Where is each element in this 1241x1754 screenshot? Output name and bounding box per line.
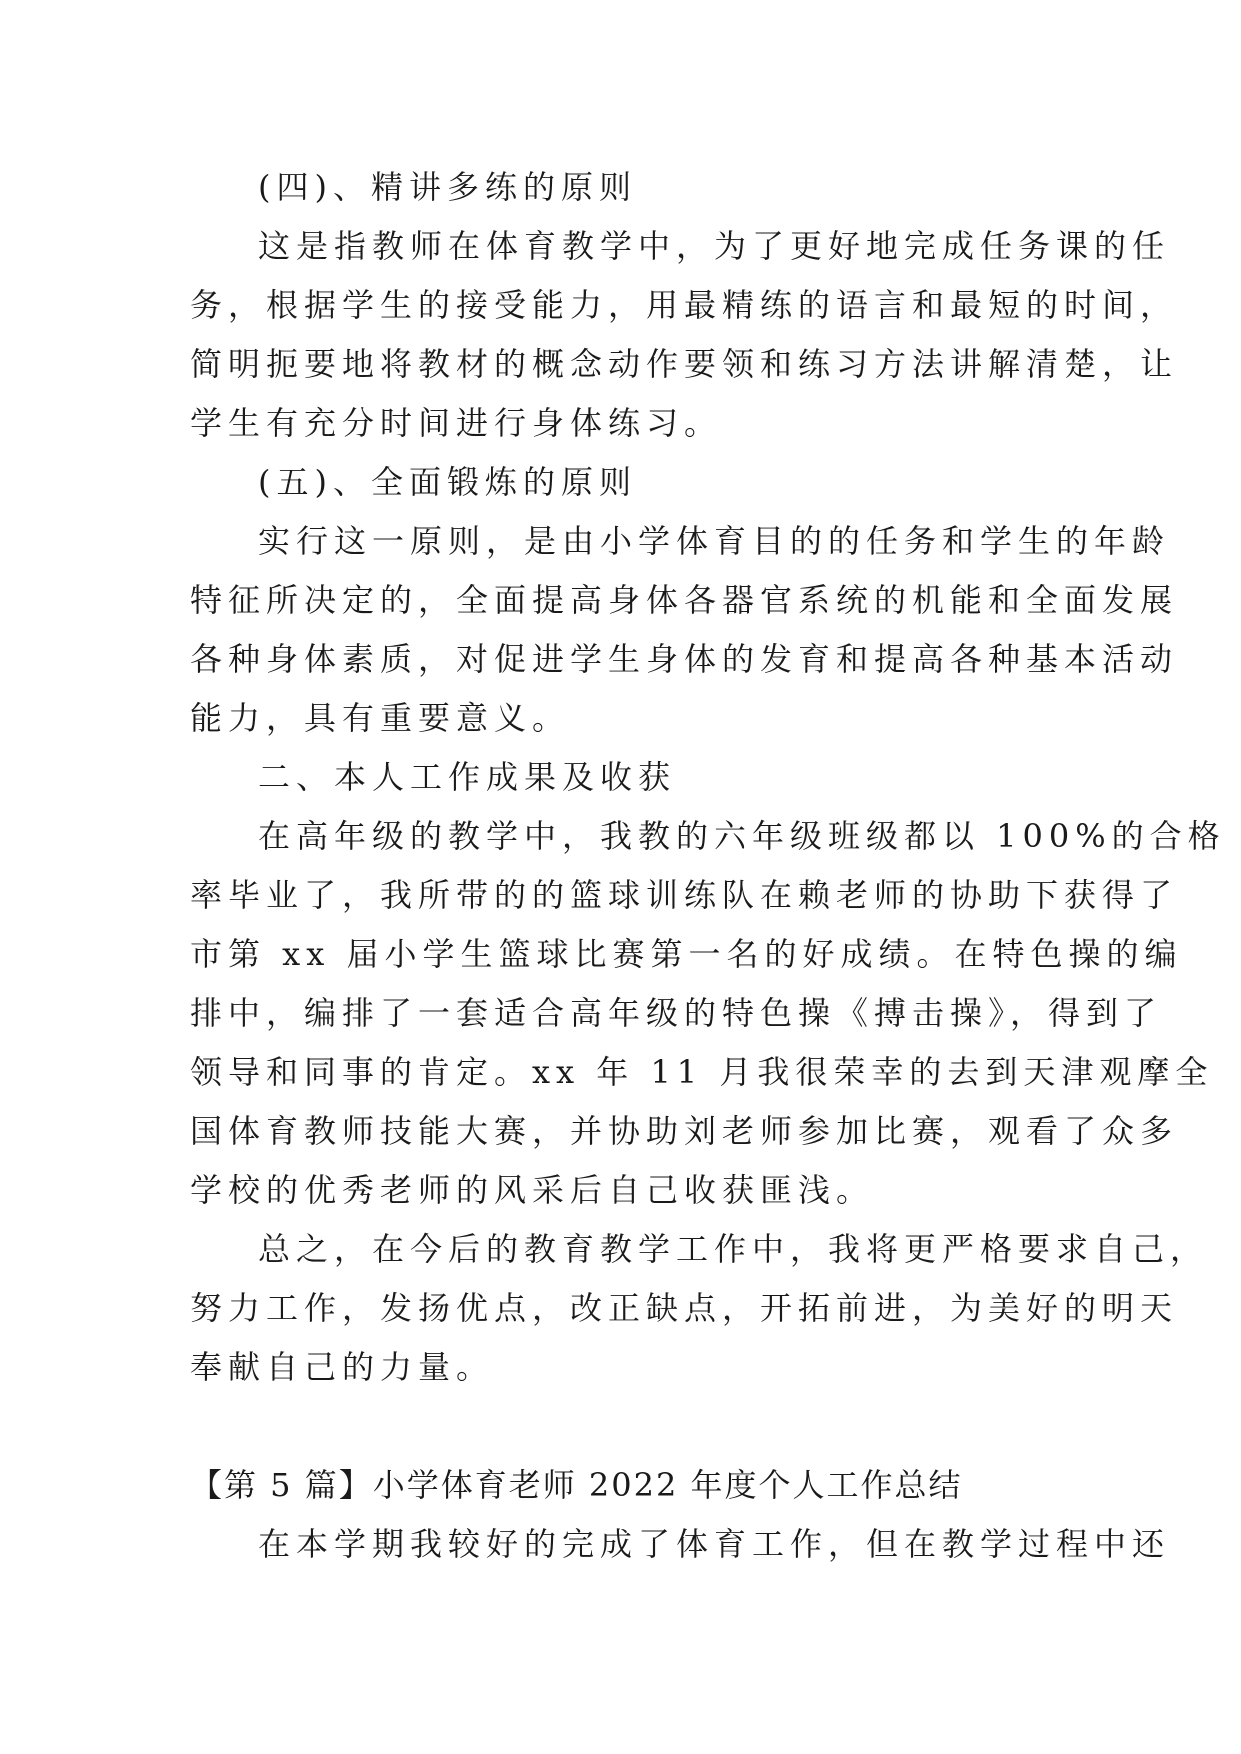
paragraph-line: 能力，具有重要意义。: [190, 699, 571, 737]
paragraph-line: 在本学期我较好的完成了体育工作，但在教学过程中还: [258, 1525, 1171, 1563]
heading-principle-4: (四)、精讲多练的原则: [258, 168, 637, 206]
document-body: [190, 158, 1226, 1574]
paragraph-line: 实行这一原则，是由小学体育目的的任务和学生的年龄: [258, 522, 1171, 560]
paragraph-line: 总之，在今后的教育教学工作中，我将更严格要求自己，: [258, 1230, 1209, 1268]
paragraph-line: 市第 xx 届小学生篮球比赛第一名的好成绩。在特色操的编: [190, 935, 1183, 973]
paragraph-line: 各种身体素质，对促进学生身体的发育和提高各种基本活动: [190, 640, 1179, 678]
paragraph-line: 务，根据学生的接受能力，用最精练的语言和最短的时间，: [190, 286, 1179, 324]
paragraph-line: 排中，编排了一套适合高年级的特色操《搏击操》，得到了: [190, 994, 1163, 1032]
paragraph-line: 简明扼要地将教材的概念动作要领和练习方法讲解清楚，让: [190, 345, 1179, 383]
heading-principle-5: (五)、全面锻炼的原则: [258, 463, 637, 501]
section-gap: [190, 1397, 1060, 1456]
heading-achievements: 二、本人工作成果及收获: [258, 758, 677, 796]
paragraph-line: 学校的优秀老师的风采后自己收获匪浅。: [190, 1171, 875, 1209]
section-title: 【第 5 篇】小学体育老师 2022 年度个人工作总结: [190, 1466, 963, 1504]
paragraph-line: 努力工作，发扬优点，改正缺点，开拓前进，为美好的明天: [190, 1289, 1179, 1327]
paragraph-line: 国体育教师技能大赛，并协助刘老师参加比赛，观看了众多: [190, 1112, 1179, 1150]
paragraph-line: 领导和同事的肯定。xx 年 11 月我很荣幸的去到天津观摩全: [190, 1053, 1214, 1091]
paragraph-line: 这是指教师在体育教学中，为了更好地完成任务课的任: [258, 227, 1171, 265]
paragraph-line: 奉献自己的力量。: [190, 1348, 495, 1386]
paragraph-line: 在高年级的教学中，我教的六年级班级都以 100%的合格: [258, 817, 1226, 855]
paragraph-line: 率毕业了，我所带的的篮球训练队在赖老师的协助下获得了: [190, 876, 1179, 914]
paragraph-line: 特征所决定的，全面提高身体各器官系统的机能和全面发展: [190, 581, 1179, 619]
paragraph-line: 学生有充分时间进行身体练习。: [190, 404, 723, 442]
